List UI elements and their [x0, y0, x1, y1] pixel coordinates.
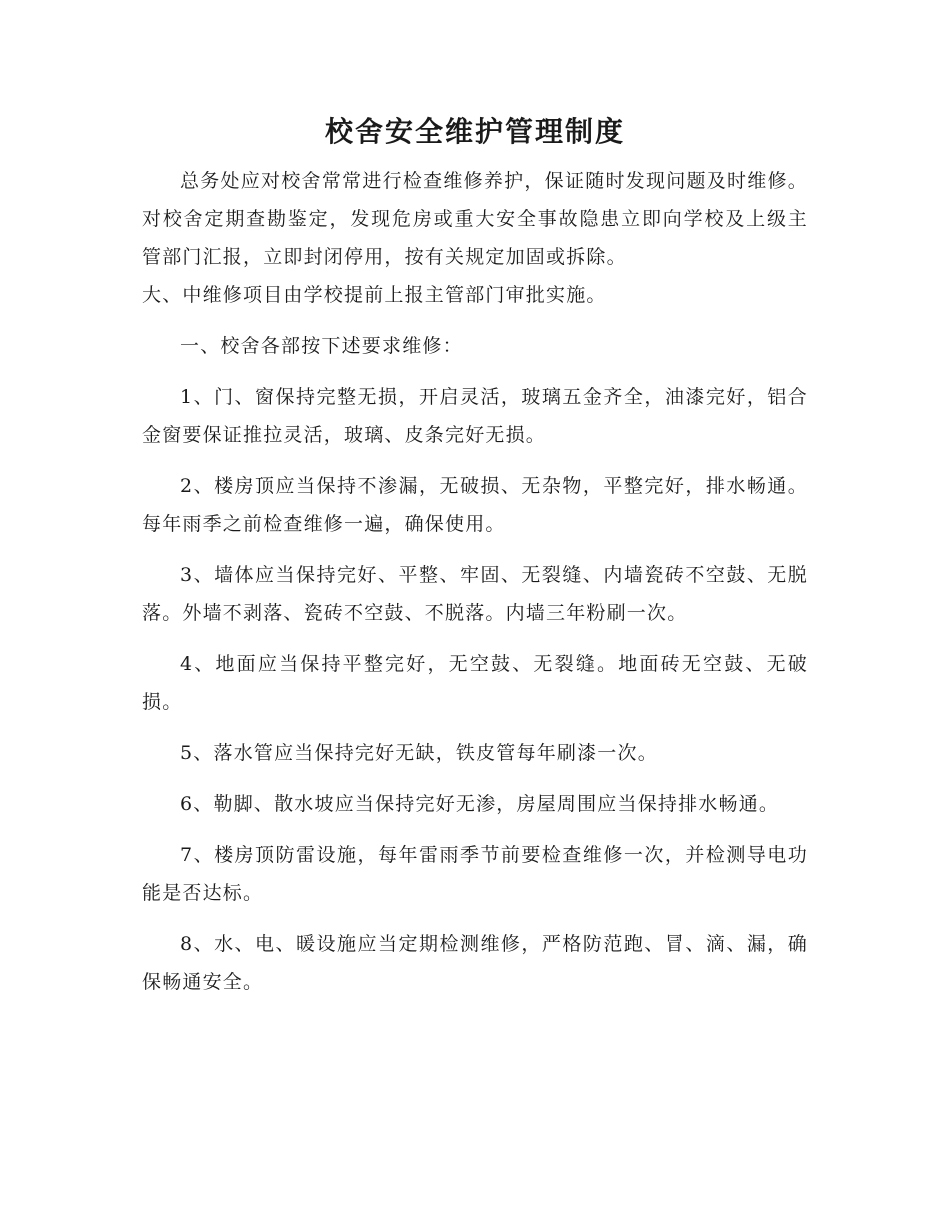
intro-tail-text: 大、中维修项目由学校提前上报主管部门审批实施。	[142, 284, 607, 306]
document-title: 校舍安全维护管理制度	[324, 115, 625, 148]
list-item: 5、落水管应当保持完好无缺，铁皮管每年刷漆一次。	[180, 742, 658, 764]
list-item: 8、水、电、暖设施应当定期检测维修，严格防范跑、冒、滴、漏，确保畅通安全。	[142, 933, 808, 993]
list-item: 2、楼房顶应当保持不渗漏，无破损、无杂物，平整完好，排水畅通。每年雨季之前检查维修一遍，确保使用。	[142, 475, 808, 535]
section-heading: 一、校舍各部按下述要求维修：	[180, 335, 463, 357]
intro-text: 总务处应对校舍常常进行检查维修养护，保证随时发现问题及时维修。对校舍定期查勘鉴定，发现危房或重大安全事故隐患立即向学校及上级主管部门汇报，立即封闭停用，按有关规定加固或拆除。	[142, 170, 808, 268]
list-item: 7、楼房顶防雷设施，每年雷雨季节前要检查维修一次，并检测导电功能是否达标。	[142, 844, 808, 904]
list-item: 1、门、窗保持完整无损，开启灵活，玻璃五金齐全，油漆完好，铝合金窗要保证推拉灵活，玻璃、皮条完好无损。	[142, 386, 808, 446]
list-item: 6、勒脚、散水坡应当保持完好无渗，房屋周围应当保持排水畅通。	[180, 793, 780, 815]
document-page	[142, 112, 808, 1014]
list-item: 3、墙体应当保持完好、平整、牢固、无裂缝、内墙瓷砖不空鼓、无脱落。外墙不剥落、瓷砖不空鼓、不脱落。内墙三年粉刷一次。	[142, 564, 808, 624]
intro-paragraph	[142, 162, 808, 314]
list-item: 4、地面应当保持平整完好，无空鼓、无裂缝。地面砖无空鼓、无破损。	[142, 653, 808, 713]
